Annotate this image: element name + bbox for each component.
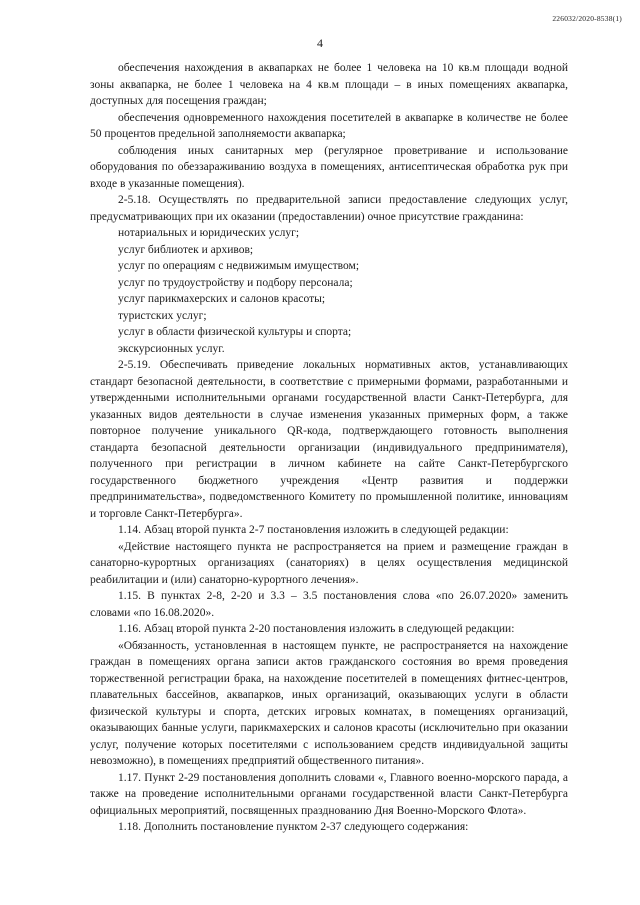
paragraph: «Обязанность, установленная в настоящем пункте, не распространяется на нахождение граждан в помещениях органа записи актов гражданского состояния во время проведения торжественной регистрации брака, на нахождение посетителей в помещениях фитнес-центров, плавательных бассейнов, аквапарков, иных организаций, оказывающих услуги в области физической культуры и спорта, детских игровых комнатах, в помещениях организаций, оказывающих банные услуги, парикмахерских и салонов красоты (исключительно при оказании услуг, получение которых посетителями с использованием средств индивидуальной защиты невозможно), в помещениях предприятий общественного питания». <box>90 639 568 767</box>
list-item: услуг по операциям с недвижимым имуществом; <box>118 260 360 272</box>
paragraph: 1.14. Абзац второй пункта 2-7 постановления изложить в следующей редакции: <box>118 524 509 536</box>
list-item: услуг по трудоустройству и подбору персонала; <box>118 276 353 289</box>
list-item: услуг парикмахерских и салонов красоты; <box>118 293 326 305</box>
paragraph: обеспечения одновременного нахождения посетителей в аквапарке в количестве не более 50 процентов предельной заполняемости аквапарка; <box>90 111 568 140</box>
paragraph: 2-5.18. Осуществлять по предварительной записи предоставление следующих услуг, предусматривающих при их оказании (предоставлении) очное присутствие гражданина: <box>90 194 568 223</box>
list-item: туристских услуг; <box>118 309 207 322</box>
page-number: 4 <box>317 36 323 50</box>
paragraph: 1.18. Дополнить постановление пунктом 2-37 следующего содержания: <box>118 821 469 833</box>
paragraph: соблюдения иных санитарных мер (регулярное проветривание и использование оборудования по обеззараживанию воздуха в помещениях, антисептическая обработка рук при входе в указанные помещения). <box>90 144 568 190</box>
list-item: услуг в области физической культуры и спорта; <box>118 326 352 338</box>
paragraph: «Действие настоящего пункта не распространяется на прием и размещение граждан в санаторно-курортных организациях (санаториях) в целях осуществления медицинской реабилитации и (или) санаторно-курортного лечения». <box>90 540 568 586</box>
document-body <box>90 60 568 836</box>
paragraph: 1.15. В пунктах 2-8, 2-20 и 3.3 – 3.5 постановления слова «по 26.07.2020» заменить словами «по 16.08.2020». <box>90 590 568 619</box>
paragraph: 1.17. Пункт 2-29 постановления дополнить словами «, Главного военно-морского парада, а также на проведение исполнительными органами государственной власти Санкт-Петербурга официальных мероприятий, посвященных празднованию Дня Военно-Морского Флота». <box>90 771 568 817</box>
paragraph: обеспечения нахождения в аквапарках не более 1 человека на 10 кв.м площади водной зоны аквапарка, не более 1 человека на 4 кв.м площади – в иных помещениях аквапарка, доступных для посещения граждан; <box>90 62 568 107</box>
paragraph: 2-5.19. Обеспечивать приведение локальных нормативных актов, устанавливающих стандарт безопасной деятельности, в соответствие с примерными формами, разработанными и утвержденными исполнительными органами государственной власти Санкт-Петербурга, для указанных видов деятельности в случае изменения указанных примерных форм, а также повторное получение уникального QR-кода, подтверждающего готовность выполнения стандарта безопасной деятельности организации (индивидуального предпринимателя), полученного при регистрации в личном кабинете на сайте Санкт-Петербургского государственного бюджетного учреждения «Центр развития и поддержки предпринимательства», подведомственного Комитету по промышленной политике, инновациям и торговле Санкт-Петербурга». <box>90 359 568 520</box>
document-id: 226032/2020-8538(1) <box>552 14 622 23</box>
list-item: экскурсионных услуг. <box>118 342 225 355</box>
list-item: услуг библиотек и архивов; <box>118 243 254 256</box>
paragraph: 1.16. Абзац второй пункта 2-20 постановления изложить в следующей редакции: <box>118 623 515 635</box>
list-item: нотариальных и юридических услуг; <box>118 227 300 239</box>
